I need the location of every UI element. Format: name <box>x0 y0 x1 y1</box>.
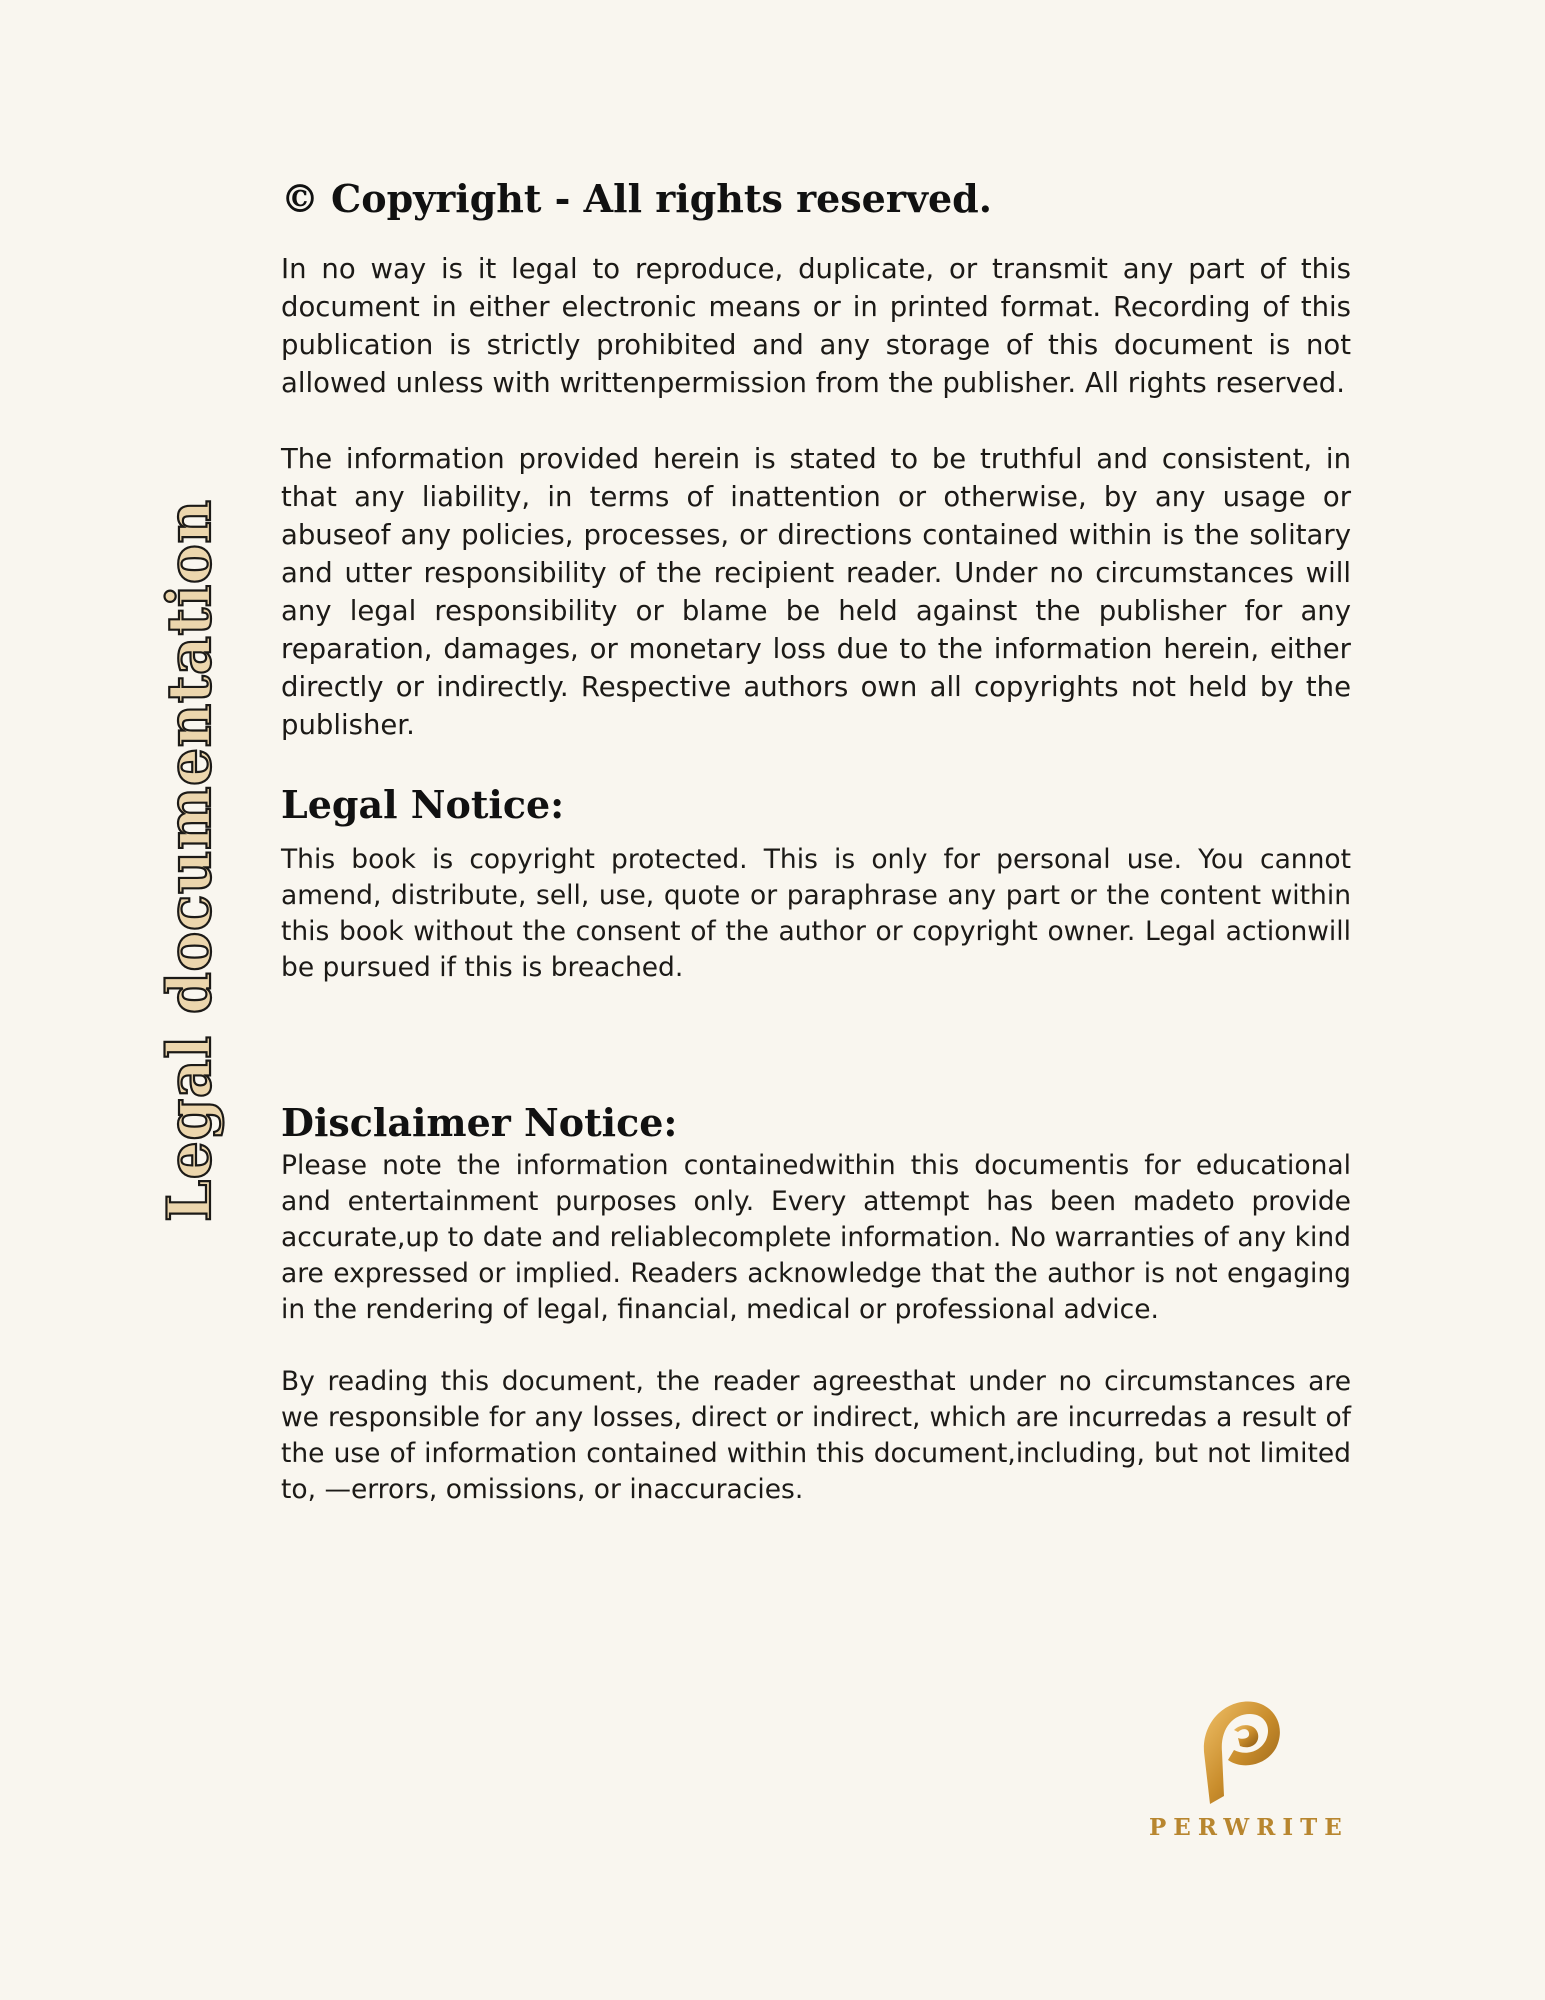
copyright-paragraph-2: The information provided herein is stated to be truthful and consistent, in that any liability, in terms of inattention or otherwise, by any usage or abuseof any policies, processes, or directions contained within is the solitary and utter responsibility of the recipient reader. Under no circumstances will any legal responsibility or blame be held against the publisher for any reparation, damages, or monetary loss due to the information herein, either directly or indirectly. Respective authors own all copyrights not held by the publisher. <box>281 443 1351 741</box>
logo-text: PERWRITE <box>1149 1814 1349 1841</box>
copyright-paragraph-1: In no way is it legal to reproduce, duplicate, or transmit any part of this document in either electronic means or in printed format. Recording of this publication is strictly prohibited and any storage of this document is not allowed unless with writtenpermission from the publisher. All rights reserved. <box>281 253 1351 399</box>
side-title: Legal documentation <box>155 499 225 1222</box>
perwrite-logo <box>1142 1690 1349 1841</box>
p-logo-icon <box>1194 1690 1290 1810</box>
copyright-heading <box>281 170 1351 228</box>
legal-notice-heading: Legal Notice: <box>281 782 565 827</box>
copyright-heading-text: Copyright - All rights reserved. <box>331 176 992 221</box>
legal-notice-text: This book is copyright protected. This is only for personal use. You cannot amend, distribute, sell, use, quote or paraphrase any part or the content within this book without the consent of the author or copyright owner. Legal actionwill be pursued if this is breached. <box>281 844 1351 983</box>
disclaimer-heading: Disclaimer Notice: <box>281 1100 678 1145</box>
disclaimer-paragraph-1: Please note the information containedwithin this documentis for educational and entertainment purposes only. Every attempt has been madeto provide accurate,up to date and reliablecomplete information. No warranties of any kind are expressed or implied. Readers acknowledge that the author is not engaging in the rendering of legal, financial, medical or professional advice. <box>281 1150 1351 1325</box>
copyright-symbol: © <box>281 176 319 221</box>
document-body <box>281 170 1351 1508</box>
disclaimer-paragraph-2: By reading this document, the reader agreesthat under no circumstances are we responsible for any losses, direct or indirect, which are incurredas a result of the use of information contained within this document,including, but not limited to, —errors, omissions, or inaccuracies. <box>281 1366 1351 1505</box>
